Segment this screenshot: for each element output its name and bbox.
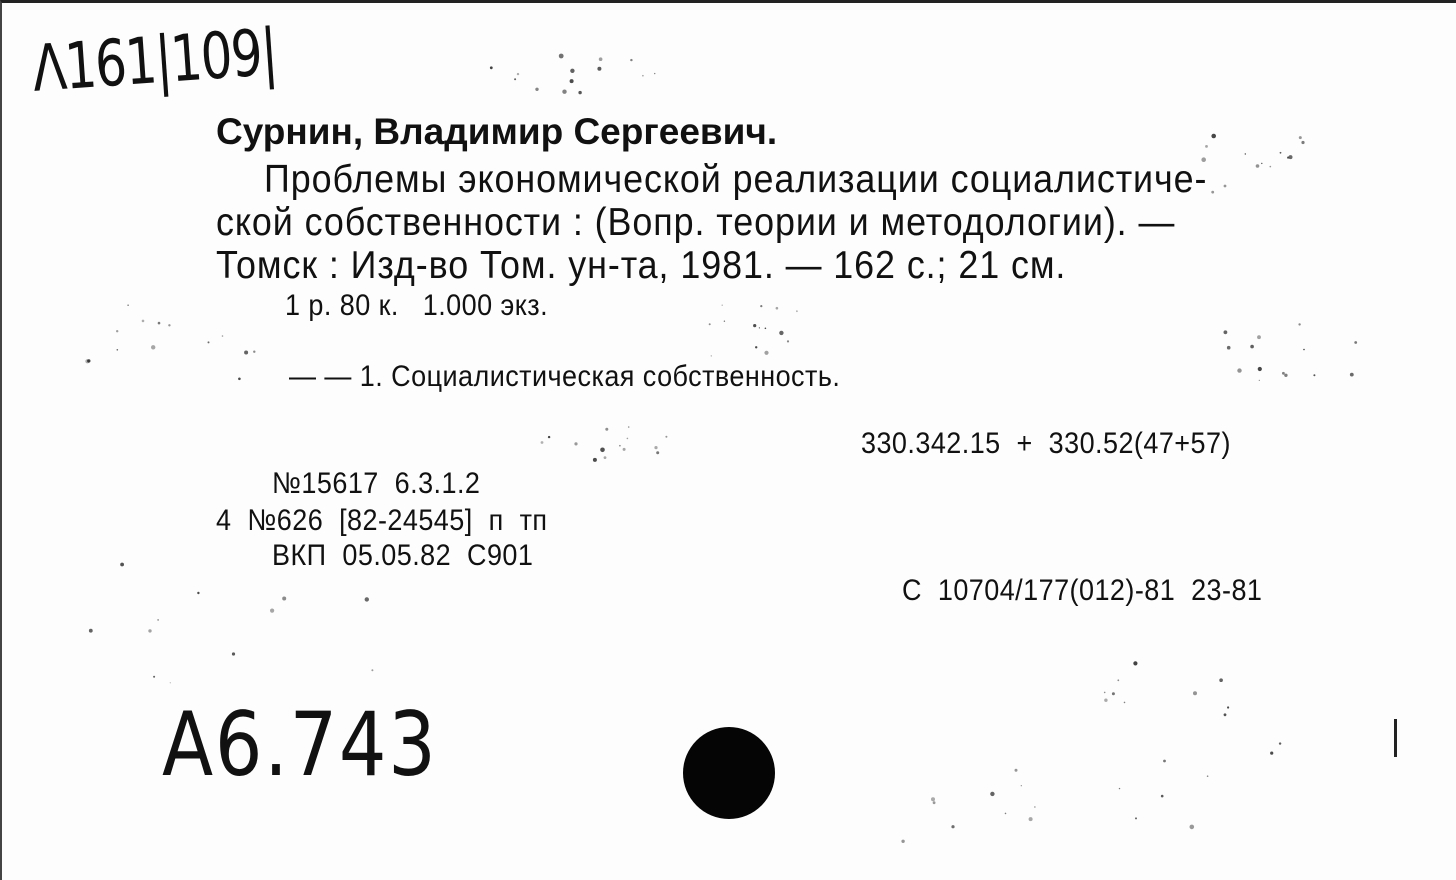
speck (630, 59, 632, 61)
speck (1227, 706, 1229, 708)
speck (709, 323, 711, 325)
speck (574, 442, 577, 445)
speck (120, 563, 124, 567)
speck (1104, 692, 1106, 694)
speck (1015, 769, 1018, 772)
speck (1104, 699, 1107, 702)
price-line: 1 р. 80 к. 1.000 экз. (285, 289, 549, 322)
speck (238, 378, 241, 381)
speck (1282, 372, 1285, 375)
title-line: ской собственности : (Вопр. теории и методологии). — (216, 201, 1176, 244)
speck (933, 801, 936, 804)
speck (1211, 134, 1216, 139)
speck (654, 73, 655, 74)
speck (1258, 367, 1262, 371)
speck (724, 321, 725, 322)
speck (127, 305, 128, 306)
speck (605, 428, 608, 431)
bbk-code-line: С 10704/177(012)-81 23-81 (902, 574, 1263, 607)
speck (548, 436, 550, 438)
speck (1205, 145, 1208, 148)
speck (1005, 813, 1007, 815)
speck (1259, 380, 1260, 381)
speck (1257, 335, 1261, 339)
speck (787, 340, 789, 342)
accession-line: ВКП 05.05.82 С901 (272, 539, 534, 572)
speck (753, 324, 756, 327)
speck (1250, 345, 1254, 349)
speck (776, 307, 779, 310)
speck (1161, 795, 1164, 798)
speck (654, 446, 657, 449)
speck (990, 792, 994, 796)
title-line: Проблемы экономической реализации социалистиче- (264, 158, 1208, 201)
speck (779, 331, 783, 335)
speck (1163, 760, 1166, 763)
speck (270, 609, 274, 613)
speck (1289, 155, 1293, 159)
speck (151, 345, 155, 349)
speck (1021, 785, 1022, 786)
speck (619, 445, 621, 447)
speck (570, 79, 574, 83)
speck (628, 426, 630, 428)
speck (116, 330, 118, 332)
speck (1117, 679, 1119, 681)
speck (642, 75, 644, 77)
speck (535, 88, 538, 91)
speck (1303, 349, 1305, 351)
classification-line: 330.342.15 + 330.52(47+57) (861, 427, 1231, 460)
speck (711, 355, 712, 356)
accession-line: №15617 6.3.1.2 (272, 467, 481, 500)
speck (1133, 661, 1137, 665)
author-line: Сурнин, Владимир Сергеевич. (216, 111, 778, 152)
speck (197, 592, 199, 594)
speck (722, 305, 723, 306)
speck (1284, 374, 1287, 377)
handwritten-shelfmark-top: Λ161|109| (30, 15, 279, 107)
speck (765, 328, 767, 330)
speck (1193, 691, 1197, 695)
speck (541, 441, 544, 444)
speck (1190, 825, 1195, 830)
speck (87, 359, 90, 362)
speck (208, 341, 210, 343)
speck (1298, 323, 1300, 325)
speck (570, 69, 574, 73)
speck (1224, 330, 1228, 334)
speck (600, 448, 605, 453)
speck (597, 67, 601, 71)
speck (1237, 368, 1241, 372)
speck (282, 597, 286, 601)
speck (623, 448, 626, 451)
speck (1211, 191, 1214, 194)
speck (153, 676, 155, 678)
speck (158, 322, 161, 325)
speck (168, 324, 170, 326)
speck (901, 840, 904, 843)
speck (1224, 713, 1227, 716)
speck (89, 629, 93, 633)
speck (562, 90, 566, 94)
speck (578, 91, 581, 94)
speck (142, 320, 145, 323)
speck (157, 619, 159, 621)
speck (222, 335, 224, 337)
speck (796, 310, 798, 312)
speck (1227, 346, 1231, 350)
speck (1270, 752, 1273, 755)
speck (1034, 806, 1035, 807)
speck (514, 78, 516, 80)
speck (1135, 817, 1137, 819)
speck (1207, 775, 1209, 777)
speck (604, 456, 607, 459)
speck (1029, 817, 1033, 821)
speck (1350, 373, 1354, 377)
speck (755, 346, 757, 348)
speck (951, 825, 954, 828)
speck (599, 57, 603, 61)
speck (760, 305, 762, 307)
subject-heading-line: — — 1. Социалистическая собственность. (289, 360, 841, 393)
speck (517, 73, 519, 75)
speck (371, 669, 373, 671)
speck (170, 682, 171, 683)
speck (627, 438, 629, 440)
punch-hole (683, 727, 775, 819)
speck (244, 351, 248, 355)
edge-mark (1394, 719, 1397, 757)
speck (232, 652, 235, 655)
speck (253, 351, 255, 353)
speck (559, 54, 564, 59)
speck (759, 327, 760, 328)
accession-line: 4 №626 [82-24545] п тп (216, 504, 548, 537)
handwritten-shelfmark-bottom: A6.743 (162, 693, 438, 796)
speck (1354, 341, 1357, 344)
speck (665, 436, 667, 438)
speck (1245, 153, 1246, 154)
speck (1119, 788, 1120, 789)
speck (931, 797, 935, 801)
speck (1301, 141, 1304, 144)
speck (1124, 702, 1126, 704)
speck (1256, 164, 1260, 168)
speck (365, 597, 369, 601)
speck (764, 351, 768, 355)
speck (1270, 166, 1272, 168)
speck (1219, 678, 1223, 682)
speck (593, 458, 597, 462)
speck (1261, 163, 1262, 164)
speck (1313, 374, 1315, 376)
speck (1279, 742, 1281, 744)
speck (490, 66, 493, 69)
speck (1112, 692, 1115, 695)
speck (1280, 152, 1282, 154)
speck (148, 629, 151, 632)
speck (117, 349, 119, 351)
speck (656, 451, 659, 454)
speck (1299, 136, 1302, 139)
imprint-line: Томск : Изд-во Том. ун-та, 1981. — 162 с.; 21 см. (216, 244, 1067, 287)
speck (1224, 185, 1227, 188)
